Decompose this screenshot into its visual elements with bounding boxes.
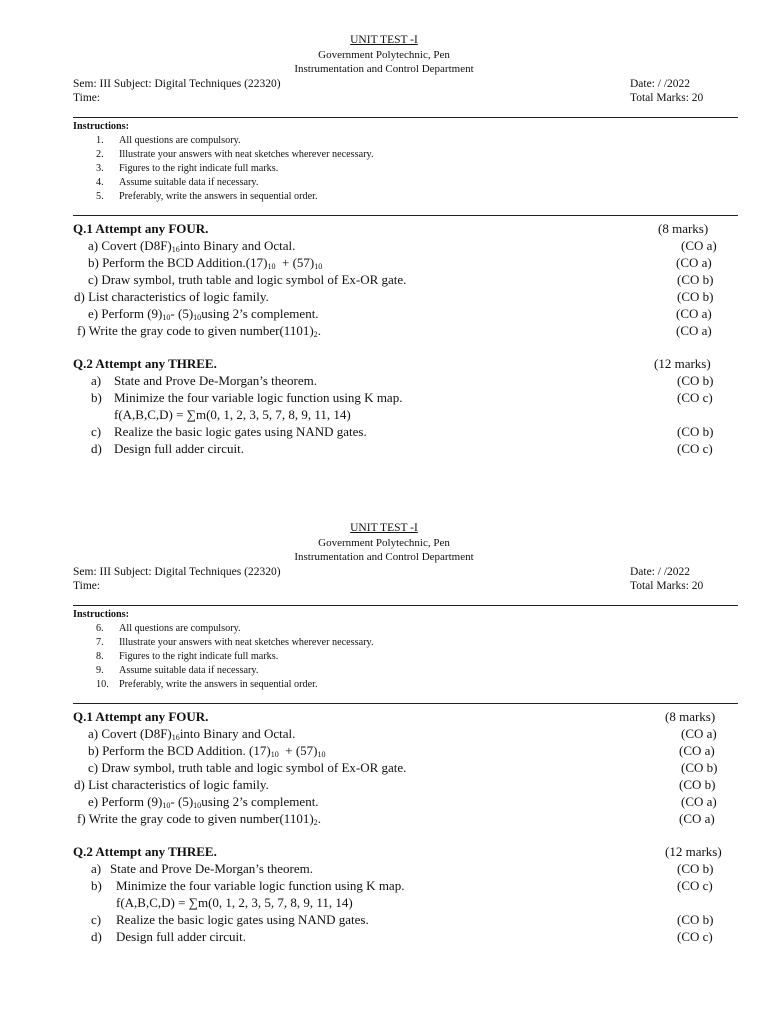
divider — [73, 605, 738, 606]
q2-marks: (12 marks) — [654, 356, 711, 371]
q1-item-e: e) Perform $(9)_{10}-$ $(5)_{10}using$ 2’s complement. — [88, 794, 319, 810]
q2-item-num: b) — [91, 878, 102, 893]
sem-subject: Sem: III Subject: Digital Techniques (22320) — [73, 78, 281, 90]
q2-item-text: Realize the basic logic gates using NAND gates. — [114, 424, 367, 439]
instruction-num: 10. — [96, 679, 109, 690]
q1-title: Q.1 Attempt any FOUR. — [73, 221, 209, 236]
q2-item-text: State and Prove De-Morgan’s theorem. — [114, 373, 318, 388]
co-label: (CO b) — [677, 424, 714, 439]
instruction-text: Preferably, write the answers in sequential order. — [119, 191, 318, 202]
instruction-num: 2. — [96, 149, 104, 160]
co-label: (CO b) — [677, 289, 714, 304]
instructions-heading: Instructions: — [73, 121, 130, 132]
q2-item-num: c) — [91, 912, 102, 927]
q2-item-num: a) — [91, 373, 102, 388]
q1-item-f: f) Write the gray code to given $number(1101)_2$. — [77, 811, 321, 827]
co-label: (CO a) — [681, 238, 717, 253]
total-marks: Total Marks: 20 — [630, 92, 704, 104]
institute-name: Government Polytechnic, Pen — [318, 537, 450, 549]
co-label: (CO a) — [681, 794, 717, 809]
institute-name: Government Polytechnic, Pen — [318, 49, 450, 61]
co-label: (CO b) — [677, 373, 714, 388]
q1-item-c: c) Draw symbol, truth table and logic symbol of Ex-OR gate. — [88, 272, 407, 287]
exam-time: Time: — [73, 580, 101, 592]
instruction-text: All questions are compulsory. — [119, 135, 241, 146]
co-label: (CO a) — [676, 306, 712, 321]
co-label: (CO b) — [679, 777, 716, 792]
q2-item-text: Design full adder circuit. — [116, 929, 246, 944]
co-label: (CO b) — [677, 912, 714, 927]
exam-time: Time: — [73, 92, 101, 104]
instruction-text: Illustrate your answers with neat sketches wherever necessary. — [119, 637, 374, 648]
instruction-text: Assume suitable data if necessary. — [119, 665, 259, 676]
q1-marks: (8 marks) — [665, 709, 716, 724]
divider — [73, 215, 738, 216]
co-label: (CO a) — [679, 811, 715, 826]
q1-title: Q.1 Attempt any FOUR. — [73, 709, 209, 724]
co-label: (CO c) — [677, 929, 713, 944]
co-label: (CO a) — [679, 743, 715, 758]
co-label: (CO a) — [681, 726, 717, 741]
exam-date: Date: / /2022 — [630, 566, 691, 578]
q2-item-text: Design full adder circuit. — [114, 441, 244, 456]
q2-item-num: d) — [91, 441, 102, 456]
q2-item-text: Minimize the four variable logic function using K map. — [114, 390, 403, 405]
instruction-num: 1. — [96, 135, 104, 146]
instruction-text: Figures to the right indicate full marks. — [119, 651, 279, 662]
exam-date: Date: / /2022 — [630, 78, 691, 90]
q2-item-num: a) — [91, 861, 102, 876]
paper-title: UNIT TEST -I — [350, 34, 418, 46]
instructions-heading: Instructions: — [73, 609, 130, 620]
co-label: (CO a) — [676, 323, 712, 338]
kmap-function: f(A,B,C,D) = ∑m(0, 1, 2, 3, 5, 7, 8, 9, 11, 14) — [116, 895, 353, 910]
q2-item-num: d) — [91, 929, 102, 944]
sem-subject: Sem: III Subject: Digital Techniques (22320) — [73, 566, 281, 578]
instruction-text: Preferably, write the answers in sequential order. — [119, 679, 318, 690]
q1-marks: (8 marks) — [658, 221, 709, 236]
q1-item-e: e) Perform $(9)_{10}-$ $(5)_{10}using$ 2’s complement. — [88, 306, 319, 322]
department-name: Instrumentation and Control Department — [294, 551, 474, 563]
q1-item-c: c) Draw symbol, truth table and logic symbol of Ex-OR gate. — [88, 760, 407, 775]
divider — [73, 703, 738, 704]
instruction-num: 4. — [96, 177, 104, 188]
instruction-num: 5. — [96, 191, 104, 202]
q1-item-f: f) Write the gray code to given $number(1101)_2$. — [77, 323, 321, 339]
instruction-num: 3. — [96, 163, 104, 174]
divider — [73, 117, 738, 118]
q2-title: Q.2 Attempt any THREE. — [73, 356, 217, 371]
instruction-num: 7. — [96, 637, 104, 648]
q2-item-text: Minimize the four variable logic function using K map. — [116, 878, 405, 893]
instruction-text: All questions are compulsory. — [119, 623, 241, 634]
q1-item-b: b) Perform the BCD Addition. $(17)_{10} + (57)_{10}$ — [88, 743, 326, 759]
q2-item-num: b) — [91, 390, 102, 405]
q2-title: Q.2 Attempt any THREE. — [73, 844, 217, 859]
instruction-text: Illustrate your answers with neat sketches wherever necessary. — [119, 149, 374, 160]
q2-item-text: Realize the basic logic gates using NAND gates. — [116, 912, 369, 927]
q1-item-a: a) Covert $(D8F)_{16}into$ Binary and Octal. — [88, 238, 296, 254]
q1-item-d: d) List characteristics of logic family. — [74, 777, 269, 792]
co-label: (CO a) — [676, 255, 712, 270]
q2-item-num: c) — [91, 424, 102, 439]
co-label: (CO c) — [677, 878, 713, 893]
co-label: (CO c) — [677, 390, 713, 405]
q2-marks: (12 marks) — [665, 844, 722, 859]
instruction-num: 8. — [96, 651, 104, 662]
instruction-text: Figures to the right indicate full marks. — [119, 163, 279, 174]
total-marks: Total Marks: 20 — [630, 580, 704, 592]
co-label: (CO b) — [681, 760, 718, 775]
co-label: (CO b) — [677, 861, 714, 876]
instruction-text: Assume suitable data if necessary. — [119, 177, 259, 188]
instruction-num: 9. — [96, 665, 104, 676]
department-name: Instrumentation and Control Department — [294, 63, 474, 75]
q1-item-d: d) List characteristics of logic family. — [74, 289, 269, 304]
instruction-num: 6. — [96, 623, 104, 634]
co-label: (CO b) — [677, 272, 714, 287]
q2-item-text: State and Prove De-Morgan’s theorem. — [110, 861, 314, 876]
exam-paper-2 — [0, 488, 768, 1024]
q1-item-a: a) Covert $(D8F)_{16}into$ Binary and Octal. — [88, 726, 296, 742]
kmap-function: f(A,B,C,D) = ∑m(0, 1, 2, 3, 5, 7, 8, 9, 11, 14) — [114, 407, 351, 422]
co-label: (CO c) — [677, 441, 713, 456]
q1-item-b: b) Perform the BCD $Addition.(17)_{10} + (57)_{10}$ — [88, 255, 323, 271]
paper-title: UNIT TEST -I — [350, 522, 418, 534]
